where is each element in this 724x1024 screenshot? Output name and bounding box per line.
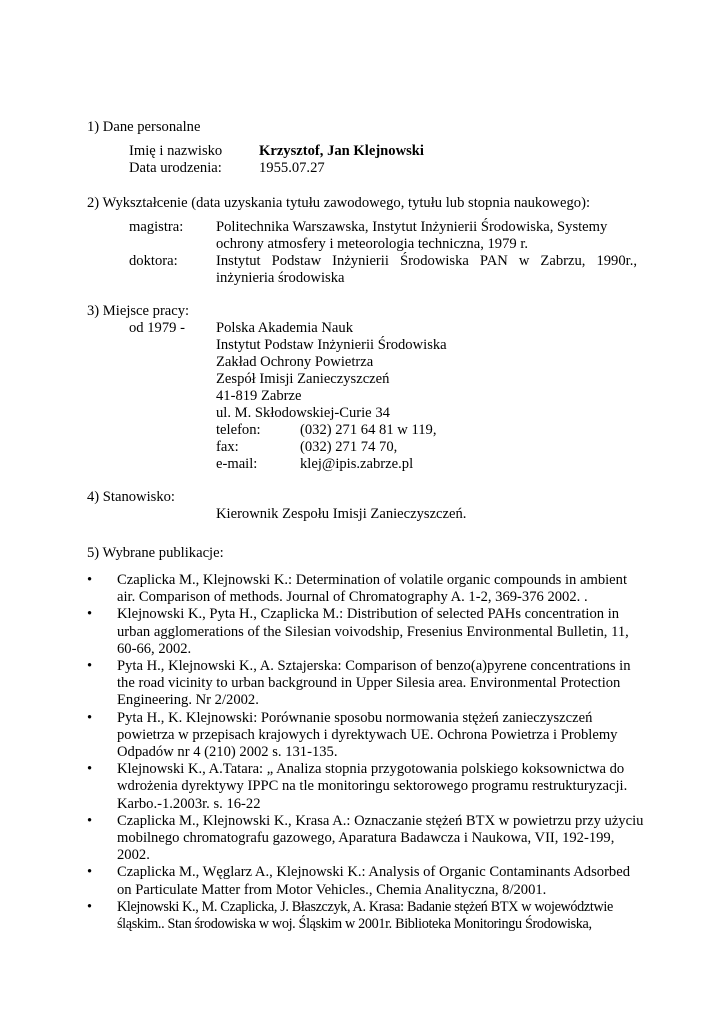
publications-list	[87, 572, 647, 933]
section-education-heading: 2) Wykształcenie (data uzyskania tytułu zawodowego, tytułu lub stopnia naukowego):	[87, 195, 591, 211]
list-item	[87, 710, 647, 762]
list-item	[87, 813, 647, 865]
publication-text: Klejnowski K., A.Tatara: „ Analiza stopnia przygotowania polskiego koksownictwa do wdrożenia dyrektywy IPPC na tle monitoringu sektorowego programu restrukturyzacji. Karbo.-1.2003r. s. 16-22	[117, 761, 628, 812]
position-value: Kierownik Zespołu Imisji Zanieczyszczeń.	[216, 506, 467, 522]
publication-text: Czaplicka M., Klejnowski K.: Determination of volatile organic compounds in ambient air. Comparison of methods. Journal of Chromatography A. 1-2, 369-376 2002. .	[117, 572, 627, 606]
bullet-icon: •	[87, 709, 93, 726]
bullet-icon: •	[87, 812, 93, 829]
section-publications-heading: 5) Wybrane publikacje:	[87, 545, 224, 561]
publication-text: Pyta H., Klejnowski K., A. Sztajerska: Comparison of benzo(a)pyrene concentrations in the road vicinity to urban background in Upper Silesia area. Environmental Protection Engineering. Nr 2/2002.	[117, 658, 631, 709]
publication-text: Pyta H., K. Klejnowski: Porównanie sposobu normowania stężeń zanieczyszczeń powietrza w przepisach krajowych i dyrektywach UE. Ochrona Powietrza i Problemy Odpadów nr 4 (210) 2002 s. 131-135.	[117, 709, 618, 761]
address-line: Polska Akademia Nauk	[216, 320, 353, 336]
fax-value: (032) 271 74 70,	[300, 439, 398, 455]
doctor-line-2: inżynieria środowiska	[216, 270, 345, 286]
masters-label: magistra:	[129, 219, 184, 235]
publication-text: Klejnowski K., Pyta H., Czaplicka M.: Distribution of selected PAHs concentration in urban agglomerations of the Silesian voivodship, Fresenius Environmental Bulletin, 11, 60-66, 2002.	[117, 606, 629, 657]
list-item	[87, 864, 647, 898]
bullet-icon: •	[87, 606, 93, 623]
birth-date-label: Data urodzenia:	[129, 160, 222, 176]
birth-date-value: 1955.07.27	[259, 160, 325, 176]
phone-label: telefon:	[216, 422, 261, 438]
publication-text: Czaplicka M., Klejnowski K., Krasa A.: Oznaczanie stężeń BTX w powietrzu przy użyciu mobilnego chromatografu gazowego, Aparatura Badawcza i Naukowa, VII, 192-199, 2002.	[117, 812, 644, 864]
list-item	[87, 658, 647, 710]
doctor-label: doktora:	[129, 253, 178, 269]
publication-text: Klejnowski K., M. Czaplicka, J. Błaszczyk, A. Krasa: Badanie stężeń BTX w województwie śląskim.. Stan środowiska w woj. Śląskim w 2001r. Biblioteka Monitoringu Środowiska,	[117, 898, 613, 933]
address-line: Instytut Podstaw Inżynierii Środowiska	[216, 337, 447, 353]
masters-line-1: Politechnika Warszawska, Instytut Inżynierii Środowiska, Systemy	[216, 219, 608, 235]
masters-line-2: ochrony atmosfery i meteorologia techniczna, 1979 r.	[216, 236, 529, 252]
name-value: Krzysztof, Jan Klejnowski	[259, 143, 424, 159]
email-value: klej@ipis.zabrze.pl	[300, 456, 414, 472]
address-line: 41-819 Zabrze	[216, 388, 302, 404]
fax-label: fax:	[216, 439, 239, 455]
doctor-line-1: Instytut Podstaw Inżynierii Środowiska PAN w Zabrzu, 1990r.,	[216, 253, 637, 269]
address-line: Zakład Ochrony Powietrza	[216, 354, 374, 370]
list-item	[87, 572, 647, 606]
since-label: od 1979 -	[129, 320, 185, 336]
bullet-icon: •	[87, 572, 93, 588]
email-label: e-mail:	[216, 456, 258, 472]
phone-value: (032) 271 64 81 w 119,	[300, 422, 437, 438]
section-position-heading: 4) Stanowisko:	[87, 489, 175, 505]
section-workplace-heading: 3) Miejsce pracy:	[87, 303, 190, 319]
list-item	[87, 899, 647, 933]
name-label: Imię i nazwisko	[129, 143, 223, 159]
list-item	[87, 761, 647, 813]
address-line: Zespół Imisji Zanieczyszczeń	[216, 371, 390, 387]
list-item	[87, 606, 647, 658]
address-line: ul. M. Skłodowskiej-Curie 34	[216, 405, 390, 421]
bullet-icon: •	[87, 864, 93, 881]
publication-text: Czaplicka M., Węglarz A., Klejnowski K.: Analysis of Organic Contaminants Adsorbed on Particulate Matter from Motor Vehicles., Chemia Analityczna, 8/2001.	[117, 864, 630, 898]
bullet-icon: •	[87, 761, 93, 778]
bullet-icon: •	[87, 658, 93, 675]
bullet-icon: •	[87, 898, 92, 915]
section-personal-heading: 1) Dane personalne	[87, 119, 201, 135]
